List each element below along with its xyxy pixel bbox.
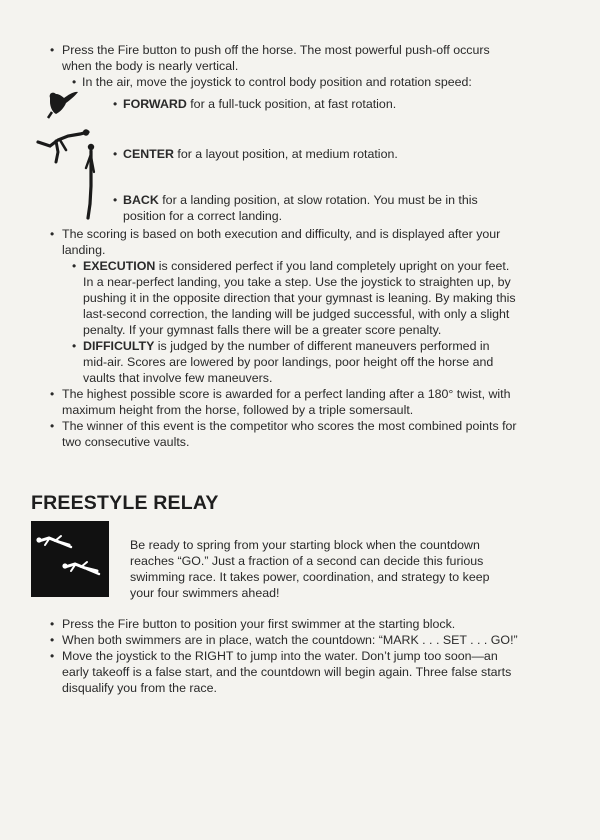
execution-line-3: pushing it in the opposite direction that your gymnast is leaning. By making this	[83, 291, 516, 305]
bullet-dot: •	[50, 227, 55, 241]
scoring-line-2: landing.	[62, 243, 106, 257]
difficulty-line-2: mid-air. Scores are lowered by poor landings, poor height off the horse and	[83, 355, 494, 369]
bullet-dot: •	[72, 75, 77, 89]
forward-term: FORWARD	[123, 97, 187, 111]
position-center	[123, 146, 398, 162]
relay-bullet-2: When both swimmers are in place, watch the countdown: “MARK . . . SET . . . GO!”	[62, 633, 518, 647]
winner-line-2: two consecutive vaults.	[62, 435, 190, 449]
bullet-dot: •	[50, 419, 55, 433]
swimmer-illustration	[31, 521, 109, 597]
bullet-dot: •	[50, 387, 55, 401]
highest-score-line-2: maximum height from the horse, followed by a triple somersault.	[62, 403, 414, 417]
bullet-dot: •	[113, 193, 118, 207]
relay-bullet-1: Press the Fire button to position your first swimmer at the starting block.	[62, 617, 456, 631]
back-desc-1: for a landing position, at slow rotation. You must be in this	[158, 193, 478, 207]
difficulty-line-3: vaults that involve few maneuvers.	[83, 371, 273, 385]
bullet-dot: •	[113, 147, 118, 161]
bullet-dot: •	[113, 97, 118, 111]
execution-line-4: last-second correction, the landing will be judged successful, with only a slight	[83, 307, 510, 321]
scoring-line-1: The scoring is based on both execution and difficulty, and is displayed after your	[62, 227, 501, 241]
center-term: CENTER	[123, 147, 174, 161]
back-desc-2: position for a correct landing.	[123, 209, 283, 223]
back-term: BACK	[123, 193, 159, 207]
winner-line-1: The winner of this event is the competitor who scores the most combined points for	[62, 419, 517, 433]
bullet-dot: •	[50, 649, 55, 663]
relay-intro-line-1: Be ready to spring from your starting block when the countdown	[130, 538, 480, 552]
bullet-dot: •	[50, 617, 55, 631]
section-heading: FREESTYLE RELAY	[31, 492, 219, 514]
relay-intro-line-3: swimming race. It takes power, coordination, and strategy to keep	[130, 570, 490, 584]
execution-desc: is considered perfect if you land completely upright on your feet.	[155, 259, 510, 273]
vault-pushoff-line-2: when the body is nearly vertical.	[62, 59, 239, 73]
execution-term: EXECUTION	[83, 259, 156, 273]
difficulty-line-1	[83, 338, 490, 354]
gymnast-landing-icon	[82, 142, 98, 222]
relay-bullet-3-line-2: early takeoff is a false start, and the countdown will begin again. Three false starts	[62, 665, 512, 679]
vault-air-control: In the air, move the joystick to control body position and rotation speed:	[82, 75, 472, 89]
bullet-dot: •	[72, 339, 77, 353]
execution-line-5: penalty. If your gymnast falls there will be a greater score penalty.	[83, 323, 442, 337]
relay-bullet-3-line-1: Move the joystick to the RIGHT to jump into the water. Don’t jump too soon—an	[62, 649, 498, 663]
relay-intro-line-2: reaches “GO.” Just a fraction of a second can decide this furious	[130, 554, 484, 568]
difficulty-desc: is judged by the number of different maneuvers performed in	[154, 339, 490, 353]
position-back	[123, 192, 478, 208]
relay-bullet-3-line-3: disqualify you from the race.	[62, 681, 217, 695]
difficulty-term: DIFFICULTY	[83, 339, 155, 353]
bullet-dot: •	[50, 633, 55, 647]
bullet-dot: •	[72, 259, 77, 273]
forward-desc: for a full-tuck position, at fast rotation.	[186, 97, 397, 111]
bullet-dot: •	[50, 43, 55, 57]
swimmer-diving-icon	[31, 521, 109, 597]
center-desc: for a layout position, at medium rotation.	[173, 147, 398, 161]
gymnast-tuck-icon	[44, 88, 84, 122]
position-forward	[123, 96, 396, 112]
relay-intro-line-4: your four swimmers ahead!	[130, 586, 280, 600]
execution-line-2: In a near-perfect landing, you take a step. Use the joystick to straighten up, by	[83, 275, 511, 289]
execution-line-1	[83, 258, 509, 274]
highest-score-line-1: The highest possible score is awarded for a perfect landing after a 180° twist, with	[62, 387, 511, 401]
vault-pushoff-line-1: Press the Fire button to push off the horse. The most powerful push-off occurs	[62, 43, 490, 57]
